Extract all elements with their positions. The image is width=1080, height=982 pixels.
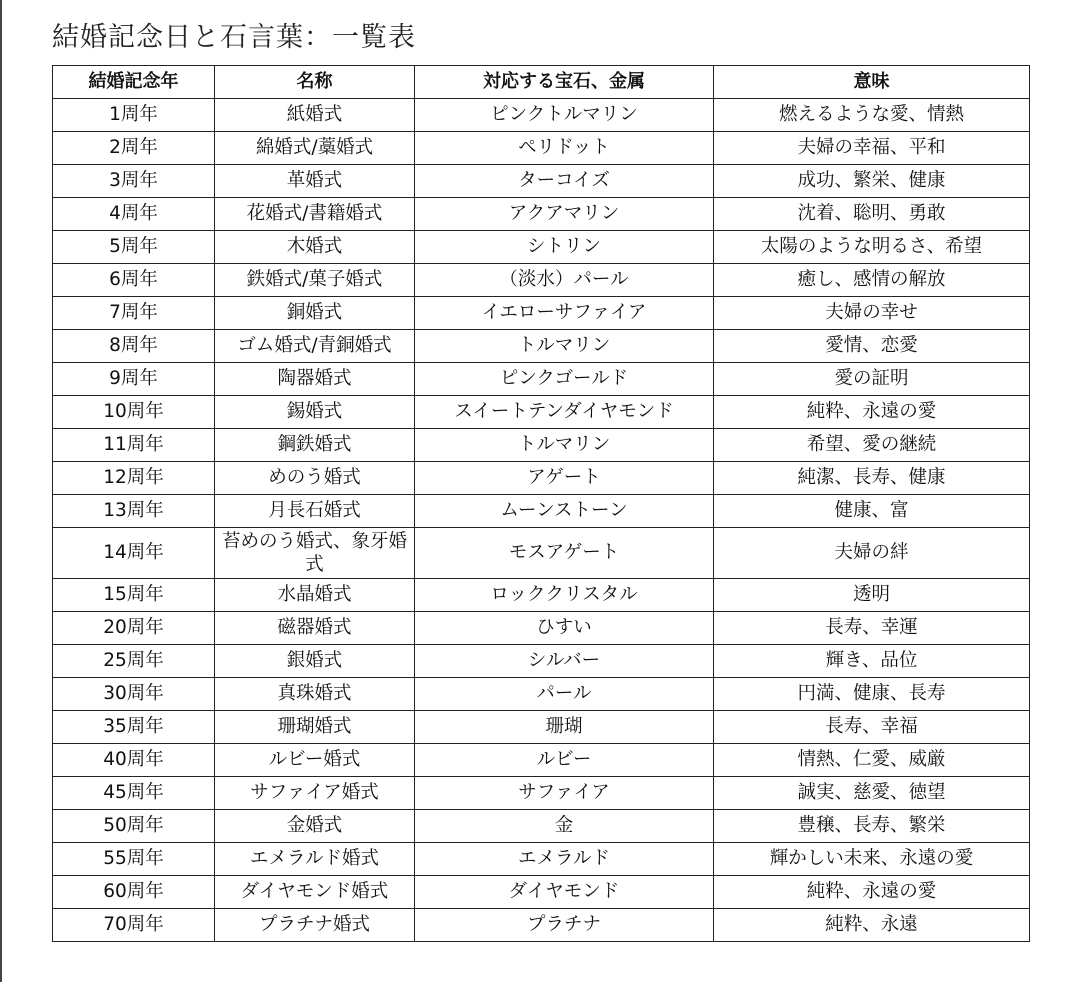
cell-year: 15周年: [53, 579, 215, 612]
cell-name: ゴム婚式/青銅婚式: [215, 330, 415, 363]
table-header: [53, 66, 1030, 99]
table-row: [53, 231, 1030, 264]
cell-meaning: 成功、繁栄、健康: [714, 165, 1030, 198]
cell-gem: スイートテンダイヤモンド: [415, 396, 714, 429]
cell-gem: ひすい: [415, 612, 714, 645]
cell-name: 木婚式: [215, 231, 415, 264]
table-row: [53, 645, 1030, 678]
cell-name: 鉄婚式/菓子婚式: [215, 264, 415, 297]
cell-meaning: 透明: [714, 579, 1030, 612]
table-row: [53, 264, 1030, 297]
table-row: [53, 363, 1030, 396]
table-row: [53, 495, 1030, 528]
table-row: [53, 528, 1030, 579]
cell-meaning: 夫婦の幸福、平和: [714, 132, 1030, 165]
cell-year: 3周年: [53, 165, 215, 198]
cell-meaning: 輝かしい未来、永遠の愛: [714, 843, 1030, 876]
cell-gem: ターコイズ: [415, 165, 714, 198]
header-meaning: 意味: [714, 66, 1030, 99]
cell-gem: トルマリン: [415, 429, 714, 462]
cell-year: 50周年: [53, 810, 215, 843]
anniversary-table: [52, 65, 1030, 942]
table-row: [53, 711, 1030, 744]
cell-name: 水晶婚式: [215, 579, 415, 612]
cell-meaning: 燃えるような愛、情熱: [714, 99, 1030, 132]
cell-year: 8周年: [53, 330, 215, 363]
header-year: 結婚記念年: [53, 66, 215, 99]
cell-meaning: 沈着、聡明、勇敢: [714, 198, 1030, 231]
cell-name: 陶器婚式: [215, 363, 415, 396]
cell-year: 40周年: [53, 744, 215, 777]
cell-year: 10周年: [53, 396, 215, 429]
cell-meaning: 純粋、永遠: [714, 909, 1030, 942]
cell-year: 2周年: [53, 132, 215, 165]
cell-meaning: 希望、愛の継続: [714, 429, 1030, 462]
cell-meaning: 太陽のような明るさ、希望: [714, 231, 1030, 264]
cell-gem: エメラルド: [415, 843, 714, 876]
cell-year: 45周年: [53, 777, 215, 810]
cell-year: 13周年: [53, 495, 215, 528]
cell-name: 珊瑚婚式: [215, 711, 415, 744]
cell-year: 4周年: [53, 198, 215, 231]
table-row: [53, 99, 1030, 132]
cell-gem: プラチナ: [415, 909, 714, 942]
cell-gem: 金: [415, 810, 714, 843]
table-row: [53, 777, 1030, 810]
cell-meaning: 純潔、長寿、健康: [714, 462, 1030, 495]
cell-meaning: 癒し、感情の解放: [714, 264, 1030, 297]
table-row: [53, 429, 1030, 462]
cell-name: エメラルド婚式: [215, 843, 415, 876]
table-row: [53, 876, 1030, 909]
cell-gem: ムーンストーン: [415, 495, 714, 528]
cell-name: 月長石婚式: [215, 495, 415, 528]
cell-gem: イエローサファイア: [415, 297, 714, 330]
cell-name: 真珠婚式: [215, 678, 415, 711]
cell-year: 35周年: [53, 711, 215, 744]
document-title: 結婚記念日と石言葉：一覧表: [52, 22, 416, 53]
cell-name: ルビー婚式: [215, 744, 415, 777]
cell-meaning: 長寿、幸運: [714, 612, 1030, 645]
cell-name: ダイヤモンド婚式: [215, 876, 415, 909]
cell-gem: モスアゲート: [415, 528, 714, 579]
cell-name: サファイア婚式: [215, 777, 415, 810]
cell-name: 銀婚式: [215, 645, 415, 678]
cell-name: プラチナ婚式: [215, 909, 415, 942]
cell-year: 7周年: [53, 297, 215, 330]
cell-meaning: 健康、富: [714, 495, 1030, 528]
cell-name: 苔めのう婚式、象牙婚式: [215, 528, 415, 579]
cell-year: 12周年: [53, 462, 215, 495]
cell-gem: アゲート: [415, 462, 714, 495]
cell-name: 革婚式: [215, 165, 415, 198]
table-row: [53, 744, 1030, 777]
table-row: [53, 579, 1030, 612]
cell-gem: アクアマリン: [415, 198, 714, 231]
cell-gem: （淡水）パール: [415, 264, 714, 297]
cell-gem: シトリン: [415, 231, 714, 264]
table-row: [53, 132, 1030, 165]
cell-meaning: 輝き、品位: [714, 645, 1030, 678]
cell-gem: 珊瑚: [415, 711, 714, 744]
cell-year: 14周年: [53, 528, 215, 579]
table-row: [53, 165, 1030, 198]
cell-gem: ペリドット: [415, 132, 714, 165]
cell-name: 磁器婚式: [215, 612, 415, 645]
cell-meaning: 純粋、永遠の愛: [714, 876, 1030, 909]
cell-gem: ダイヤモンド: [415, 876, 714, 909]
header-row: [53, 66, 1030, 99]
cell-name: 花婚式/書籍婚式: [215, 198, 415, 231]
table-row: [53, 810, 1030, 843]
cell-meaning: 誠実、慈愛、徳望: [714, 777, 1030, 810]
cell-year: 5周年: [53, 231, 215, 264]
cell-meaning: 夫婦の幸せ: [714, 297, 1030, 330]
cell-year: 1周年: [53, 99, 215, 132]
cell-year: 25周年: [53, 645, 215, 678]
cell-meaning: 夫婦の絆: [714, 528, 1030, 579]
cell-gem: ピンクゴールド: [415, 363, 714, 396]
cell-year: 30周年: [53, 678, 215, 711]
cell-gem: ルビー: [415, 744, 714, 777]
header-name: 名称: [215, 66, 415, 99]
cell-meaning: 愛情、恋愛: [714, 330, 1030, 363]
cell-year: 6周年: [53, 264, 215, 297]
header-gem: 対応する宝石、金属: [415, 66, 714, 99]
cell-gem: トルマリン: [415, 330, 714, 363]
cell-name: めのう婚式: [215, 462, 415, 495]
table-body: [53, 99, 1030, 942]
cell-year: 9周年: [53, 363, 215, 396]
cell-meaning: 円満、健康、長寿: [714, 678, 1030, 711]
cell-meaning: 純粋、永遠の愛: [714, 396, 1030, 429]
cell-year: 60周年: [53, 876, 215, 909]
cell-meaning: 情熱、仁愛、威厳: [714, 744, 1030, 777]
cell-meaning: 愛の証明: [714, 363, 1030, 396]
table-row: [53, 678, 1030, 711]
cell-name: 綿婚式/藁婚式: [215, 132, 415, 165]
cell-year: 70周年: [53, 909, 215, 942]
cell-gem: ピンクトルマリン: [415, 99, 714, 132]
cell-year: 55周年: [53, 843, 215, 876]
table-row: [53, 909, 1030, 942]
table-row: [53, 843, 1030, 876]
page-left-edge: [0, 0, 2, 982]
table-row: [53, 396, 1030, 429]
cell-gem: シルバー: [415, 645, 714, 678]
table-row: [53, 330, 1030, 363]
cell-gem: サファイア: [415, 777, 714, 810]
cell-name: 紙婚式: [215, 99, 415, 132]
cell-name: 銅婚式: [215, 297, 415, 330]
table-row: [53, 462, 1030, 495]
cell-meaning: 長寿、幸福: [714, 711, 1030, 744]
cell-name: 錫婚式: [215, 396, 415, 429]
cell-gem: ロッククリスタル: [415, 579, 714, 612]
cell-meaning: 豊穣、長寿、繁栄: [714, 810, 1030, 843]
cell-name: 金婚式: [215, 810, 415, 843]
cell-name: 鋼鉄婚式: [215, 429, 415, 462]
table-row: [53, 612, 1030, 645]
table-row: [53, 297, 1030, 330]
cell-year: 20周年: [53, 612, 215, 645]
cell-year: 11周年: [53, 429, 215, 462]
table-row: [53, 198, 1030, 231]
cell-gem: パール: [415, 678, 714, 711]
